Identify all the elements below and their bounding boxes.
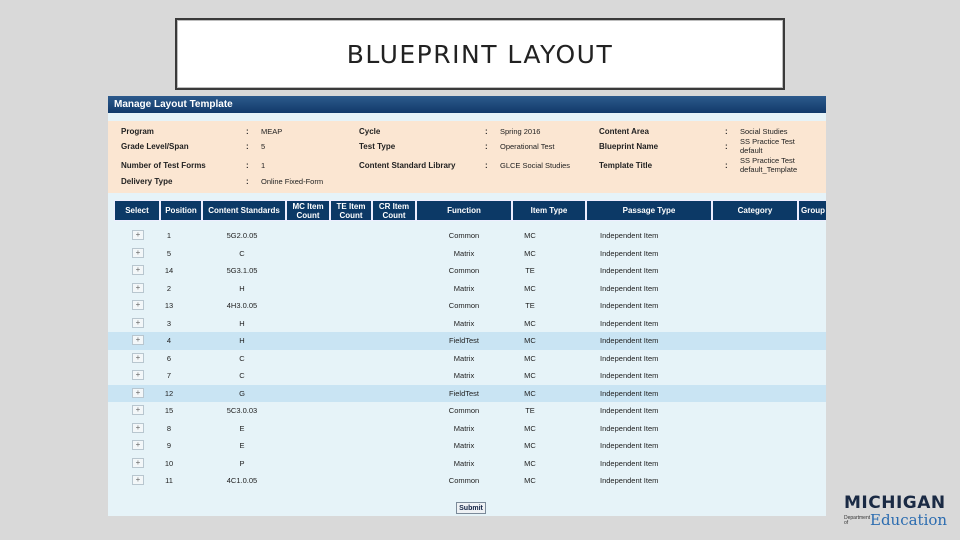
position-cell: 10 — [164, 458, 174, 468]
logo-education: Education — [870, 511, 948, 529]
select-button[interactable]: + — [132, 318, 144, 328]
table-row[interactable] — [108, 385, 826, 403]
function-cell: Matrix — [453, 283, 475, 293]
content-standard-cell: C — [239, 371, 245, 380]
logo-dept-line2: of — [844, 520, 849, 526]
position-cell: 2 — [166, 283, 172, 293]
table-row[interactable] — [108, 262, 826, 280]
content-area-value: Social Studies — [740, 127, 788, 136]
passage-type-cell: Independent Item — [600, 336, 659, 345]
passage-type-cell: Independent Item — [600, 423, 659, 433]
content-standard-cell: H — [239, 283, 245, 293]
table-row[interactable] — [108, 350, 826, 368]
select-button[interactable]: + — [132, 405, 144, 415]
item-type-cell: MC — [524, 441, 536, 450]
blueprint-name-value: SS Practice Test — [740, 137, 795, 146]
content-standard-cell: P — [239, 458, 245, 468]
table-row[interactable] — [108, 472, 826, 490]
item-type-cell: MC — [524, 371, 536, 380]
position-cell: 15 — [164, 406, 174, 415]
select-button[interactable]: + — [132, 353, 144, 363]
position-cell: 12 — [164, 388, 174, 398]
position-cell: 7 — [166, 371, 172, 380]
col-function[interactable]: Function — [416, 200, 512, 221]
blueprint-name-label: Blueprint Name — [599, 142, 659, 151]
grade-value: 5 — [261, 142, 266, 151]
position-cell: 3 — [166, 318, 172, 328]
table-row[interactable] — [108, 280, 826, 298]
library-label: Content Standard Library — [359, 161, 456, 170]
item-type-cell: MC — [524, 458, 536, 468]
passage-type-cell: Independent Item — [600, 476, 659, 485]
content-standard-cell: H — [239, 336, 245, 345]
colon: : — [725, 142, 728, 151]
layout-table — [108, 200, 826, 485]
submit-button[interactable]: Submit — [456, 502, 486, 514]
content-standard-cell: C — [239, 248, 245, 258]
slide-title: BLUEPRINT LAYOUT — [346, 39, 614, 69]
function-cell: Matrix — [453, 458, 475, 468]
slide-title-box — [175, 18, 785, 90]
content-standard-cell: H — [239, 318, 245, 328]
select-button[interactable]: + — [132, 423, 144, 433]
table-body — [108, 227, 826, 490]
col-group[interactable]: Group — [798, 200, 826, 221]
select-button[interactable]: + — [132, 370, 144, 380]
table-row[interactable] — [108, 315, 826, 333]
position-cell: 4 — [166, 336, 172, 345]
content-standard-cell: 4C1.0.05 — [226, 476, 258, 485]
passage-type-cell: Independent Item — [600, 301, 659, 310]
passage-type-cell: Independent Item — [600, 406, 659, 415]
function-cell: Common — [448, 301, 480, 310]
col-mc-count[interactable]: MC Item Count — [286, 200, 330, 221]
colon: : — [246, 127, 249, 136]
program-value: MEAP — [261, 127, 283, 136]
function-cell: Matrix — [453, 441, 475, 450]
colon: : — [485, 161, 488, 170]
select-button[interactable]: + — [132, 248, 144, 258]
grade-label: Grade Level/Span — [121, 142, 189, 151]
colon: : — [246, 177, 249, 186]
table-row[interactable] — [108, 455, 826, 473]
select-button[interactable]: + — [132, 388, 144, 398]
col-content-standards[interactable]: Content Standards — [202, 200, 286, 221]
content-standard-cell: 5G3.1.05 — [226, 266, 258, 275]
content-standard-cell: 5G2.0.05 — [226, 231, 258, 240]
passage-type-cell: Independent Item — [600, 458, 659, 468]
col-position[interactable]: Position — [160, 200, 202, 221]
test-type-value: Operational Test — [500, 142, 555, 151]
position-cell: 9 — [166, 441, 172, 450]
select-button[interactable]: + — [132, 440, 144, 450]
col-passage-type[interactable]: Passage Type — [586, 200, 712, 221]
table-header — [108, 200, 826, 222]
function-cell: Matrix — [453, 423, 475, 433]
content-area-label: Content Area — [599, 127, 649, 136]
select-button[interactable]: + — [132, 335, 144, 345]
forms-label: Number of Test Forms — [121, 161, 206, 170]
table-row[interactable] — [108, 297, 826, 315]
select-button[interactable]: + — [132, 230, 144, 240]
template-info-panel — [108, 121, 826, 193]
program-label: Program — [121, 127, 154, 136]
function-cell: Common — [448, 231, 480, 240]
content-standard-cell: E — [239, 441, 245, 450]
window-title: Manage Layout Template — [108, 96, 826, 113]
passage-type-cell: Independent Item — [600, 248, 659, 258]
delivery-value: Online Fixed-Form — [261, 177, 324, 186]
blueprint-name-value-2: default — [740, 146, 763, 155]
passage-type-cell: Independent Item — [600, 353, 659, 363]
col-te-count[interactable]: TE Item Count — [330, 200, 372, 221]
item-type-cell: MC — [524, 476, 536, 485]
item-type-cell: MC — [524, 318, 536, 328]
function-cell: Matrix — [453, 353, 475, 363]
template-title-value-2: default_Template — [740, 165, 798, 174]
function-cell: Common — [448, 406, 480, 415]
content-standard-cell: E — [239, 423, 245, 433]
passage-type-cell: Independent Item — [600, 231, 659, 240]
michigan-education-logo — [840, 491, 958, 531]
template-title-label: Template Title — [599, 161, 653, 170]
colon: : — [246, 161, 249, 170]
position-cell: 6 — [166, 353, 172, 363]
template-title-value: SS Practice Test — [740, 156, 795, 165]
col-cr-count[interactable]: CR Item Count — [372, 200, 416, 221]
table-row[interactable] — [108, 402, 826, 420]
select-button[interactable]: + — [132, 265, 144, 275]
passage-type-cell: Independent Item — [600, 283, 659, 293]
passage-type-cell: Independent Item — [600, 371, 659, 380]
function-cell: Common — [448, 476, 480, 485]
item-type-cell: MC — [524, 388, 536, 398]
function-cell: Matrix — [453, 371, 475, 380]
item-type-cell: MC — [524, 353, 536, 363]
library-value: GLCE Social Studies — [500, 161, 571, 170]
colon: : — [725, 161, 728, 170]
item-type-cell: TE — [525, 266, 535, 275]
item-type-cell: MC — [524, 231, 536, 240]
position-cell: 5 — [166, 248, 172, 258]
function-cell: Common — [448, 266, 480, 275]
passage-type-cell: Independent Item — [600, 266, 659, 275]
item-type-cell: TE — [525, 301, 535, 310]
table-row[interactable] — [108, 367, 826, 385]
cycle-label: Cycle — [359, 127, 381, 136]
table-row[interactable] — [108, 332, 826, 350]
item-type-cell: MC — [524, 248, 536, 258]
select-button[interactable]: + — [132, 475, 144, 485]
colon: : — [246, 142, 249, 151]
col-select[interactable]: Select — [114, 200, 160, 221]
position-cell: 11 — [165, 476, 173, 485]
position-cell: 1 — [166, 231, 172, 240]
item-type-cell: TE — [525, 406, 535, 415]
table-row[interactable] — [108, 420, 826, 438]
table-row[interactable] — [108, 245, 826, 263]
select-button[interactable]: + — [132, 458, 144, 468]
cycle-value: Spring 2016 — [500, 127, 541, 136]
item-type-cell: MC — [524, 423, 536, 433]
colon: : — [725, 127, 728, 136]
function-cell: Matrix — [453, 248, 475, 258]
content-standard-cell: C — [239, 353, 245, 363]
colon: : — [485, 142, 488, 151]
position-cell: 14 — [164, 266, 174, 275]
table-row[interactable] — [108, 227, 826, 245]
content-standard-cell: G — [239, 388, 245, 398]
logo-michigan: MICHIGAN — [844, 493, 946, 513]
logo-dept-line1: Department — [844, 515, 871, 521]
item-type-cell: MC — [524, 336, 536, 345]
content-standard-cell: 5C3.0.03 — [226, 406, 258, 415]
test-type-label: Test Type — [359, 142, 396, 151]
app-screenshot — [108, 96, 826, 516]
delivery-label: Delivery Type — [121, 177, 173, 186]
colon: : — [485, 127, 488, 136]
col-category[interactable]: Category — [712, 200, 798, 221]
table-row[interactable] — [108, 437, 826, 455]
item-type-cell: MC — [524, 283, 536, 293]
function-cell: FieldTest — [448, 336, 479, 345]
function-cell: FieldTest — [448, 388, 479, 398]
position-cell: 13 — [164, 301, 174, 310]
content-standard-cell: 4H3.0.05 — [226, 301, 258, 310]
logo-department — [844, 516, 870, 526]
position-cell: 8 — [166, 423, 172, 433]
forms-value: 1 — [261, 161, 266, 170]
select-button[interactable]: + — [132, 300, 144, 310]
select-button[interactable]: + — [132, 283, 144, 293]
passage-type-cell: Independent Item — [600, 441, 659, 450]
function-cell: Matrix — [453, 318, 475, 328]
passage-type-cell: Independent Item — [600, 388, 659, 398]
col-item-type[interactable]: Item Type — [512, 200, 586, 221]
passage-type-cell: Independent Item — [600, 318, 659, 328]
